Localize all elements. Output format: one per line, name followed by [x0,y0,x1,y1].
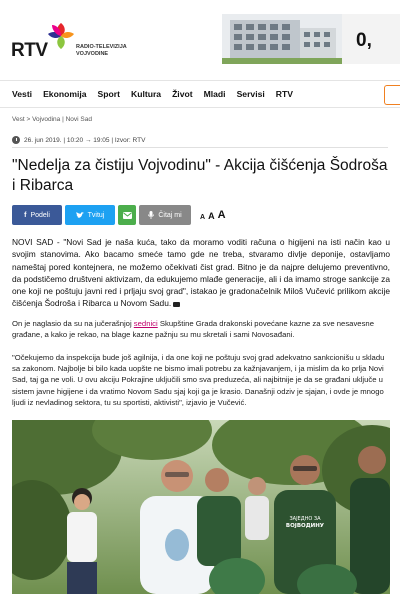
nav-item-zivot[interactable]: Život [172,89,193,99]
share-toolbar [12,205,226,225]
twitter-share-label: Tvituj [87,211,105,219]
article-paragraph [12,318,390,340]
read-aloud-button[interactable] [139,205,191,225]
read-aloud-label: Čitaj mi [158,211,182,219]
breadcrumb-vest[interactable]: Vest [12,116,25,123]
article-lead [12,236,390,310]
paragraph-text: Skupštine Grada drakonski povećane kazne za sve nesavesne građane, a kako je rekao, na blage kazne pažnju su mu skretali i sami Novosađani. [12,319,374,340]
nav-item-mladi[interactable]: Mladi [203,89,226,99]
building-image [222,14,342,64]
font-size-controls [200,209,226,221]
font-size-large-button[interactable]: A [217,209,226,221]
nav-item-vesti[interactable]: Vesti [12,89,33,99]
nav-item-rtv[interactable]: RTV [275,89,293,99]
facebook-share-button[interactable] [12,205,62,225]
paragraph-text: On je naglasio da su na jučerašnjoj [12,319,134,328]
ad-price-text: 0, [356,30,372,51]
nav-items [12,89,304,99]
email-share-button[interactable] [118,205,136,225]
facebook-share-label: Podeli [30,211,50,219]
breadcrumb-separator: > [24,116,33,123]
article-paragraph: "Očekujemo da inspekcija bude još agilnija, i da one koji ne poštuju svoj grad adekvatno sankcionišu u skladu sa zakonom. Najbolje bi bilo kada uopšte ne bismo imali potrebu za kažnjavanjem, i ja mislim da ko prlja Novi Sad, taj ga ne voli. U ovu akciju Pokrajine uključili smo sva preduzeća, ali najbitnije je da se građani uključe u sistem javne higijene i da vratimo Novom Sadu sjaj koji ga je krasio. Današnji odziv je sjajan, i ovde je mnogo ljudi iz nevladinog sektora, tu su sportisti, aktivisti", izjavio je Vučević. [12,353,385,407]
camera-icon [173,302,180,307]
nav-item-servisi[interactable]: Servisi [236,89,265,99]
envelope-icon [123,212,132,219]
breadcrumb-separator: | [60,116,66,123]
breadcrumb-novi-sad[interactable]: Novi Sad [65,116,92,123]
nav-item-kultura[interactable]: Kultura [130,89,162,99]
article-photo[interactable] [12,420,390,594]
meta-divider [12,147,388,148]
breadcrumb-vojvodina[interactable]: Vojvodina [32,116,61,123]
article-date-source: 26. jun 2019. | 10:20 → 19:05 | Izvor: RTV [24,136,146,144]
nav-item-ekonomija[interactable]: Ekonomija [43,89,87,99]
clock-icon [12,136,20,144]
volunteers-cleaning-photo [12,420,390,594]
logo-subtitle-line2: VOJVODINE [76,51,109,57]
microphone-icon [148,211,154,219]
sednici-link[interactable]: sednici [133,319,158,328]
article-meta [12,134,145,146]
ad-banner[interactable] [222,14,400,64]
twitter-icon [76,212,84,219]
site-header [0,0,400,76]
breadcrumb [12,116,92,123]
twitter-share-button[interactable] [65,205,115,225]
shirt-text-line2: ВОЈВОДИНУ [285,523,325,529]
article-lead-text: NOVI SAD - "Novi Sad je naša kuća, tako da moramo voditi računa o higijeni na isti način kao u svojim stanovima. Ako bacamo smeće tamo gde ne treba, stvaramo divlje deponije, ostavljamo nameštaj pored kontejnera, ne možemo očekivati čist grad. Bitno je da najpre delujemo preventivno, da podstičemo društveni aktivizam, da edukujemo mlađe generacije, ali i da imamo stroge sankcije za one koji ne poštuju javni red i prljaju svoj grad", istakao je gradonačelnik Miloš Vučević prilikom akcije čišćenja Šodroša i Ribarca u Novom Sadu. [12,237,390,309]
main-nav [0,80,400,108]
logo-subtitle [76,44,136,58]
nav-item-sport[interactable]: Sport [97,89,120,99]
search-button[interactable] [384,85,400,105]
logo-subtitle-line1: RADIO-TELEVIZIJA [76,44,127,50]
article-title: "Nedelja za čistiju Vojvodinu" - Akcija čišćenja Šodroša i Ribarca [12,157,388,194]
rtv-logo-icon[interactable] [46,21,76,51]
logo-text[interactable]: RTV [11,40,48,61]
font-size-medium-button[interactable]: A [208,211,215,221]
font-size-small-button[interactable]: A [200,214,206,221]
facebook-icon: f [24,211,27,219]
shirt-text-line1: ЗАЈЕДНО ЗА [289,516,321,522]
